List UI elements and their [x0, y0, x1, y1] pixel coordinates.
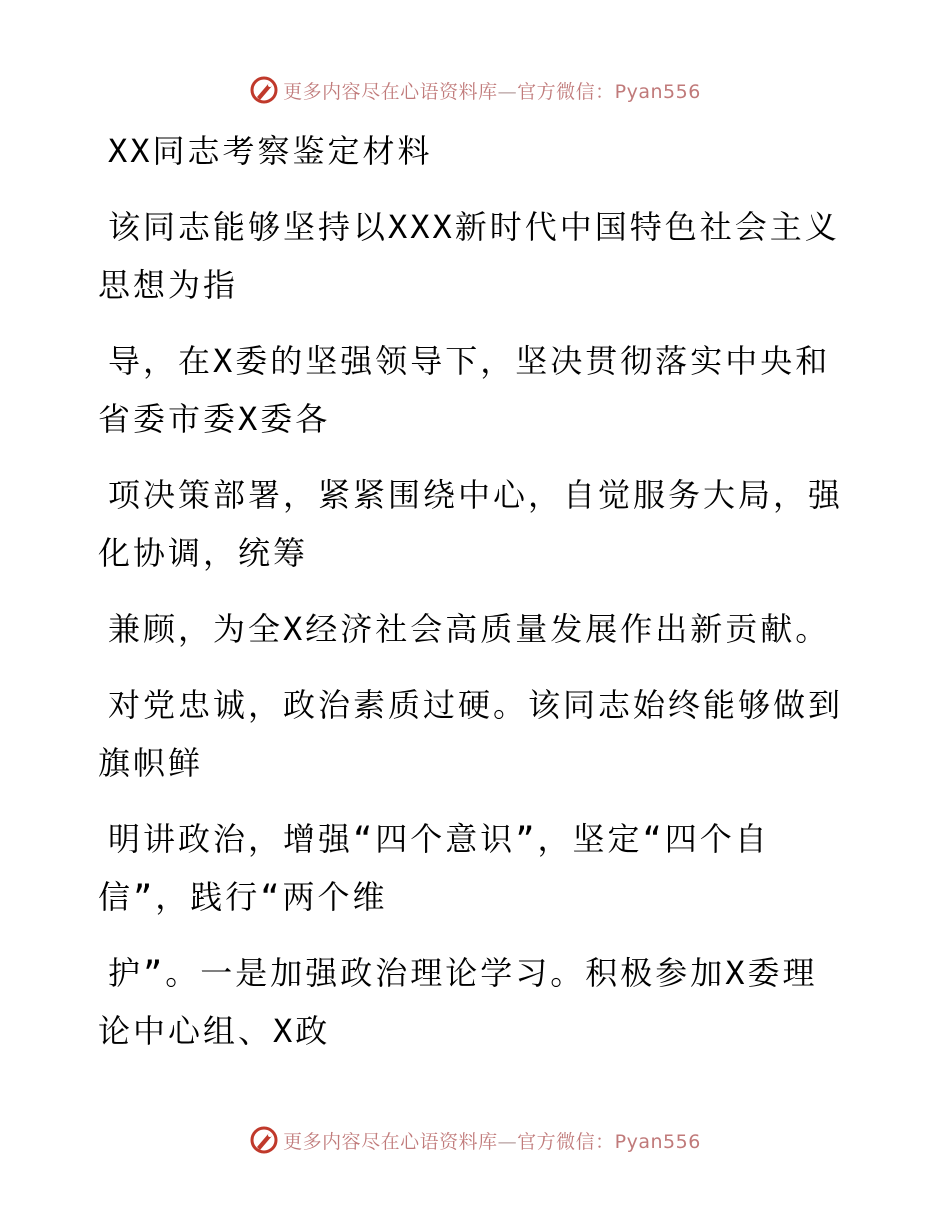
watermark-separator: —	[497, 80, 518, 103]
document-line: 明讲政治，增强“四个意识”，坚定“四个自	[108, 820, 770, 858]
footer-watermark	[0, 1120, 950, 1160]
document-line: 导，在X委的坚强领导下，坚决贯彻落实中央和	[108, 342, 831, 380]
watermark-site-text: 更多内容尽在心语资料库	[283, 1130, 498, 1153]
watermark-text	[283, 1127, 701, 1154]
watermark-site-text: 更多内容尽在心语资料库	[283, 80, 498, 103]
document-line: 论中心组、X政	[98, 1012, 331, 1050]
watermark-group	[249, 1125, 701, 1155]
document-line: 省委市委X委各	[98, 400, 331, 438]
document-line: 兼顾，为全X经济社会高质量发展作出新贡献。	[108, 610, 831, 648]
watermark-group	[249, 75, 701, 105]
watermark-text	[283, 77, 701, 104]
document-title: XX同志考察鉴定材料	[108, 132, 433, 170]
document-body	[98, 122, 844, 1060]
pen-logo-icon	[249, 75, 279, 105]
document-line: 信”，践行“两个维	[98, 878, 388, 916]
document-line: 化协调，统筹	[98, 534, 309, 572]
header-watermark	[0, 70, 950, 110]
document-line: 对党忠诚，政治素质过硬。该同志始终能够做到	[108, 686, 844, 724]
document-line: 旗帜鲜	[98, 744, 204, 782]
watermark-separator: —	[497, 1130, 518, 1153]
pen-logo-icon	[249, 1125, 279, 1155]
document-line: 该同志能够坚持以XXX新时代中国特色社会主义	[108, 208, 840, 246]
watermark-wechat-text: 官方微信：Pyan556	[517, 80, 701, 103]
watermark-wechat-text: 官方微信：Pyan556	[517, 1130, 701, 1153]
document-line: 思想为指	[98, 266, 239, 304]
document-line: 项决策部署，紧紧围绕中心，自觉服务大局，强	[108, 476, 844, 514]
document-line: 护”。一是加强政治理论学习。积极参加X委理	[108, 954, 818, 992]
